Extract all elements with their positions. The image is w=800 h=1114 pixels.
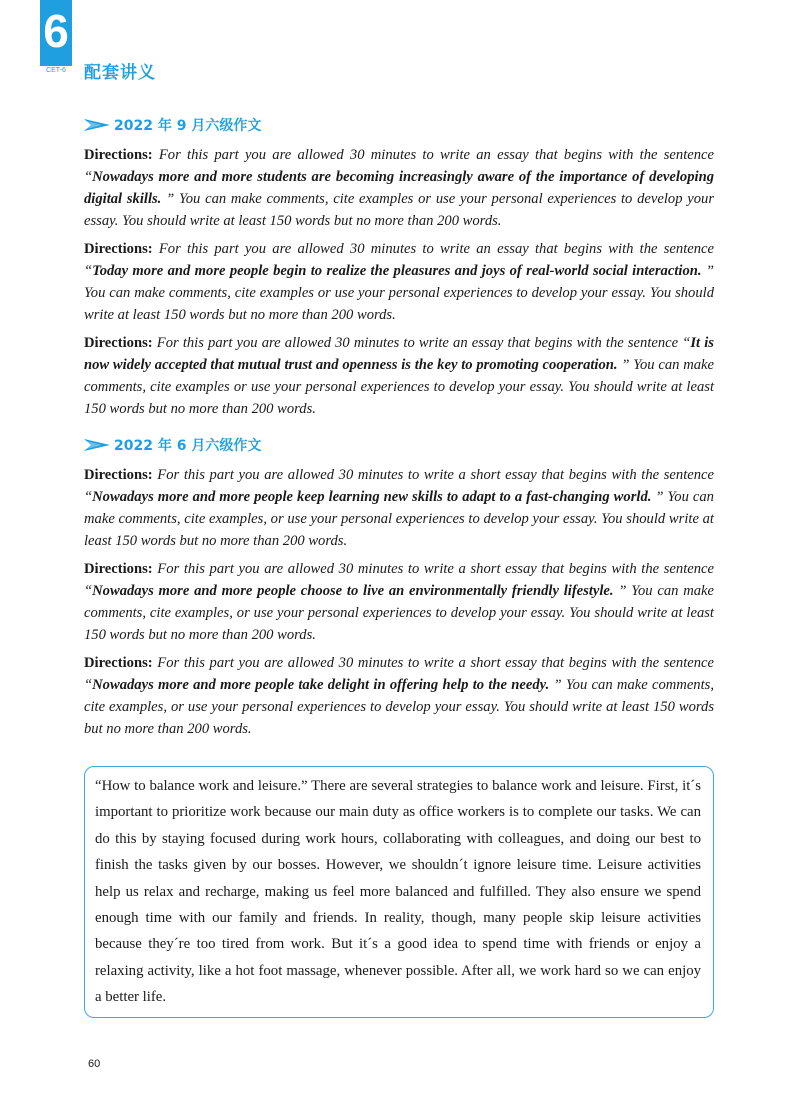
directions-intro: For this part you are allowed 30 minutes to write a short essay that begins with the sentence “ [84, 561, 714, 599]
directions-label: Directions: [84, 241, 153, 257]
arrow-icon [84, 437, 110, 453]
chapter-number: 6 [43, 5, 69, 57]
directions-outro: ” You can make comments, cite examples, or use your personal experiences to develop your essay. You should write at least 150 words but no more than 200 words. [84, 489, 714, 549]
directions-label: Directions: [84, 467, 153, 483]
directions-quote: Nowadays more and more people keep learning new skills to adapt to a fast-changing world. [92, 489, 652, 505]
directions-quote: Nowadays more and more students are becoming increasingly aware of the importance of developing digital skills. [84, 169, 714, 207]
directions-intro: For this part you are allowed 30 minutes to write an essay that begins with the sentence “ [84, 241, 714, 279]
directions-intro: For this part you are allowed 30 minutes to write an essay that begins with the sentence “ [152, 335, 691, 351]
chapter-code: CET-6 [40, 66, 72, 76]
directions-outro: ” You can make comments, cite examples or use your personal experiences to develop your essay. You should write at least 150 words but no more than 200 words. [84, 191, 714, 229]
directions-intro: For this part you are allowed 30 minutes to write an essay that begins with the sentence “ [84, 147, 714, 185]
directions-paragraph [84, 144, 714, 232]
section-heading [84, 434, 714, 456]
section-sep-2022 [84, 114, 714, 426]
directions-outro: ” You can make comments, cite examples, or use your personal experiences to develop your essay. You should write at least 150 words but no more than 200 words. [84, 583, 714, 643]
directions-paragraph [84, 558, 714, 646]
directions-intro: For this part you are allowed 30 minutes to write a short essay that begins with the sentence “ [84, 655, 714, 693]
directions-label: Directions: [84, 561, 153, 577]
directions-quote: Today more and more people begin to realize the pleasures and joys of real-world social interaction. [92, 263, 702, 279]
section-heading-text: 2022 年 6 月六级作文 [114, 438, 262, 454]
directions-label: Directions: [84, 147, 153, 163]
chapter-badge [40, 0, 72, 74]
directions-quote: Nowadays more and more people choose to live an environmentally friendly lifestyle. [92, 583, 614, 599]
arrow-icon [84, 117, 110, 133]
section-heading [84, 114, 714, 136]
directions-outro: ” You can make comments, cite examples or use your personal experiences to develop your essay. You should write at least 150 words but no more than 200 words. [84, 263, 714, 323]
section-jun-2022 [84, 434, 714, 746]
directions-paragraph [84, 332, 714, 420]
directions-paragraph [84, 238, 714, 326]
sample-essay-text: “How to balance work and leisure.” There are several strategies to balance work and leisure. First, it´s important to prioritize work because our main duty as office workers is to complete our tasks. We can do this by staying focused during work hours, collaborating with colleagues, and doing our best to finish the tasks given by our bosses. However, we shouldn´t ignore leisure time. Leisure activities help us relax and recharge, making us feel more balanced and fulfilled. They also ensure we spend enough time with our family and friends. In reality, though, many people skip leisure activities because they´re too tired from work. But it´s a good idea to spend time with friends or enjoy a relaxing activity, like a hot foot massage, whenever possible. After all, we work hard so we can enjoy a better life. [95, 778, 701, 1006]
directions-outro: ” You can make comments, cite examples, or use your personal experiences to develop your essay. You should write at least 150 words but no more than 200 words. [84, 677, 714, 737]
sample-essay-box [84, 766, 714, 1018]
directions-intro: For this part you are allowed 30 minutes to write a short essay that begins with the sentence “ [84, 467, 714, 505]
directions-label: Directions: [84, 335, 153, 351]
directions-paragraph [84, 464, 714, 552]
directions-quote: It is now widely accepted that mutual trust and openness is the key to promoting cooperation. [84, 335, 714, 373]
directions-paragraph [84, 652, 714, 740]
directions-quote: Nowadays more and more people take delight in offering help to the needy. [92, 677, 550, 693]
page-number: 60 [88, 1058, 101, 1070]
section-heading-text: 2022 年 9 月六级作文 [114, 118, 262, 134]
directions-label: Directions: [84, 655, 153, 671]
page-header-title: 配套讲义 [84, 63, 156, 83]
directions-outro: ” You can make comments, cite examples or use your personal experiences to develop your essay. You should write at least 150 words but no more than 200 words. [84, 357, 714, 417]
